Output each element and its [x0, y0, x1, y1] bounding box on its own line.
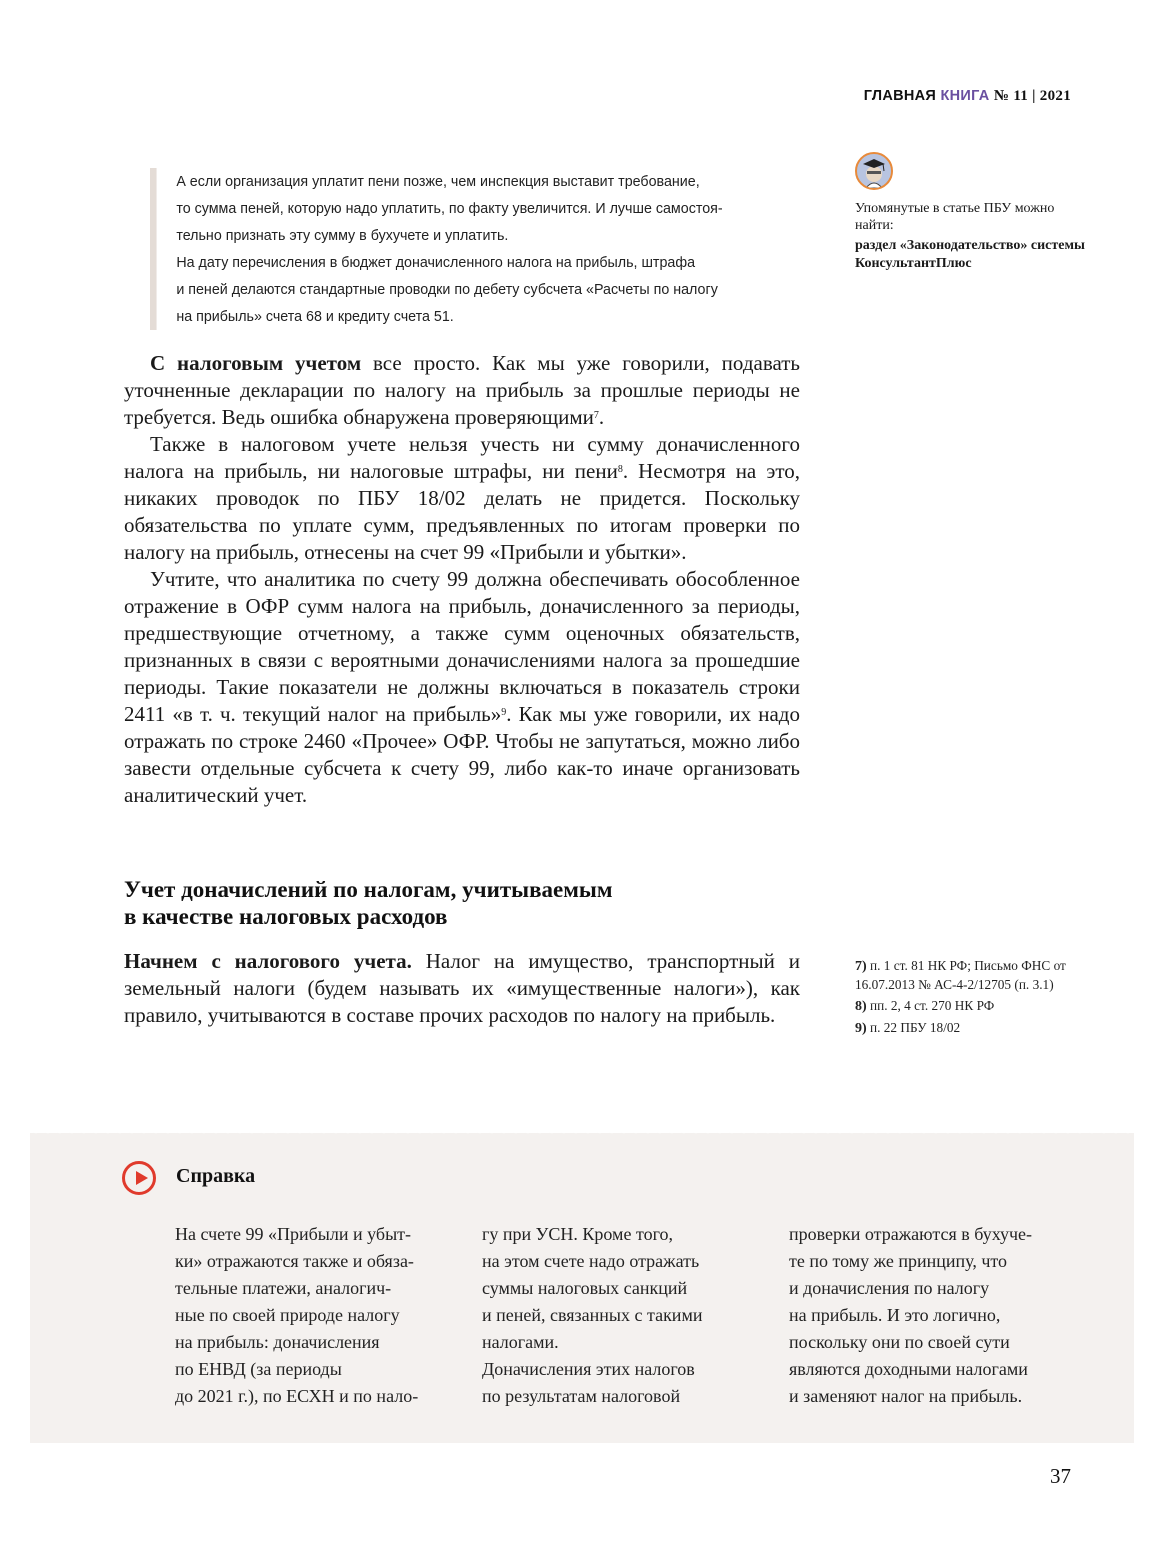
reference-line: и пеней, связанных с такими — [482, 1305, 703, 1325]
sawtooth-edge — [30, 1129, 1134, 1137]
side-note-text: Упомянутые в статье ПБУ можно найти: — [855, 201, 1055, 233]
running-head — [864, 88, 1071, 105]
footnote-number: 7) — [855, 959, 867, 974]
page-number: 37 — [1050, 1464, 1071, 1488]
callout-line: на прибыль» счета 68 и кредиту счета 51. — [176, 308, 454, 325]
reference-line: на прибыль: доначисления — [175, 1332, 380, 1352]
section-body — [124, 948, 800, 1029]
reference-column — [789, 1221, 1032, 1410]
section-heading — [124, 876, 824, 930]
article-body — [124, 350, 800, 809]
paragraph — [124, 566, 800, 809]
lead-bold: Начнем с налогового учета. — [124, 949, 412, 973]
footnotes — [855, 957, 1075, 1041]
reference-line: на прибыль. И это логично, — [789, 1305, 1001, 1325]
reference-line: до 2021 г.), по ЕСХН и по нало- — [175, 1386, 419, 1406]
footnote — [855, 997, 1075, 1016]
reference-line: На счете 99 «Прибыли и убыт- — [175, 1224, 412, 1244]
footnote — [855, 957, 1075, 994]
paragraph-text: Налог на имущество, транспортный и земельный налоги (будем называть их «имущественные налоги»), как правило, учитываются в составе прочих расходов по налогу на прибыль. — [124, 949, 800, 1027]
section-heading-line: Учет доначислений по налогам, учитываемым — [124, 877, 613, 902]
callout-line: то сумма пеней, которую надо уплатить, по факту увеличится. И лучше самостоя- — [176, 200, 723, 217]
play-circle-icon — [122, 1161, 156, 1195]
side-note — [855, 152, 1085, 273]
reference-line: по результатам налоговой — [482, 1386, 681, 1406]
paragraph-text: Также в налоговом учете нельзя учесть ни сумму доначисленного налога на прибыль, ни налоговые штрафы, ни пени — [124, 432, 800, 483]
section-heading-line: в качестве налоговых расходов — [124, 904, 448, 929]
side-note-source: раздел «Законодательство» системы КонсультантПлюс — [855, 238, 1085, 271]
reference-line: суммы налоговых санкций — [482, 1278, 688, 1298]
reference-line: на этом счете надо отражать — [482, 1251, 700, 1271]
reference-line: поскольку они по своей сути — [789, 1332, 1010, 1352]
paragraph — [124, 431, 800, 566]
footnote-ref[interactable]: 8 — [617, 464, 623, 475]
paragraph-text: . Как мы уже говорили, их надо отражать по строке 2460 «Прочее» ОФР. Чтобы не запутаться, можно либо завести отдельные субсчета к счету 99, либо как-то иначе организовать аналитический учет. — [124, 702, 800, 807]
reference-line: те по тому же принципу, что — [789, 1251, 1008, 1271]
paragraph-text: . Несмотря на это, никаких проводок по ПБУ 18/02 делать не придется. Поскольку обязательства по уплате сумм, предъявленных по итогам проверки по налогу на прибыль, отнесены на счет 99 «Прибыли и убытки». — [124, 459, 800, 564]
callout-quote — [150, 168, 797, 330]
lead-bold: С налоговым учетом — [150, 351, 362, 375]
footnote-text: п. 1 ст. 81 НК РФ; Письмо ФНС от 16.07.2013 № АС-4-2/12705 (п. 3.1) — [855, 958, 1066, 992]
reference-line: Доначисления этих налогов — [482, 1359, 695, 1379]
reference-box — [30, 1133, 1134, 1443]
footnote-text: п. 22 ПБУ 18/02 — [870, 1020, 961, 1035]
expert-avatar-icon — [855, 152, 893, 190]
footnote-number: 9) — [855, 1021, 867, 1036]
footnote-text: пп. 2, 4 ст. 270 НК РФ — [870, 998, 995, 1013]
footnote — [855, 1019, 1075, 1038]
callout-line: На дату перечисления в бюджет доначисленного налога на прибыль, штрафа — [176, 254, 696, 271]
reference-line: являются доходными налогами — [789, 1359, 1028, 1379]
issue-number: № 11 | 2021 — [993, 88, 1071, 104]
paragraph-text: . — [598, 405, 605, 429]
paragraph-text: Учтите, что аналитика по счету 99 должна обеспечивать обособленное отражение в ОФР сумм налога на прибыль, доначисленного за периоды, предшествующие отчетному, а также сумм оценочных обязательств, признанных в связи с вероятными доначислениями налога за прошедшие периоды. Такие показатели не должны включаться в показатель строки 2411 «в т. ч. текущий налог на прибыль» — [124, 567, 800, 726]
reference-line: налогами. — [482, 1332, 559, 1352]
paragraph — [124, 948, 800, 1029]
magazine-name-accent: КНИГА — [940, 88, 990, 104]
reference-line: ки» отражаются также и обяза- — [175, 1251, 414, 1271]
magazine-name: ГЛАВНАЯ — [863, 88, 937, 104]
reference-column — [482, 1221, 702, 1410]
reference-line: по ЕНВД (за периоды — [175, 1359, 342, 1379]
reference-title: Справка — [176, 1165, 256, 1187]
reference-line: и заменяют налог на прибыль. — [789, 1386, 1023, 1406]
footnote-ref[interactable]: 9 — [501, 707, 507, 718]
reference-line: гу при УСН. Кроме того, — [482, 1224, 674, 1244]
callout-line: тельно признать эту сумму в бухучете и уплатить. — [176, 227, 509, 244]
callout-line: А если организация уплатит пени позже, чем инспекция выставит требование, — [176, 173, 700, 190]
reference-line: и доначисления по налогу — [789, 1278, 990, 1298]
paragraph — [124, 350, 800, 431]
reference-column — [175, 1221, 418, 1410]
reference-line: ные по своей природе налогу — [175, 1305, 400, 1325]
footnote-number: 8) — [855, 999, 867, 1014]
reference-line: тельные платежи, аналогич- — [175, 1278, 392, 1298]
callout-line: и пеней делаются стандартные проводки по дебету субсчета «Расчеты по налогу — [176, 281, 718, 298]
reference-line: проверки отражаются в бухуче- — [789, 1224, 1033, 1244]
paragraph-text: все просто. Как мы уже говорили, подавать уточненные декларации по налогу на прибыль за прошлые периоды не требуется. Ведь ошибка обнаружена проверяющими — [124, 351, 800, 429]
footnote-ref[interactable]: 7 — [593, 410, 599, 421]
